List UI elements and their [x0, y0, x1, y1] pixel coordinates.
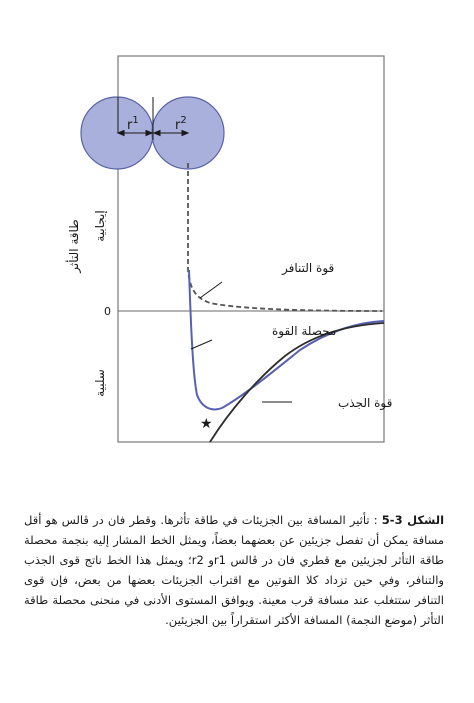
- minimum-star: ★: [200, 416, 213, 432]
- attraction-energy-curve: [210, 323, 384, 442]
- negative-region-label: سلبية: [93, 369, 107, 397]
- r1-label: $r^1$: [127, 115, 139, 133]
- attraction-label: قوة الجذب: [338, 396, 393, 410]
- net-label: محصلة القوة: [272, 324, 337, 338]
- net-leader: [191, 340, 212, 349]
- y-axis-title: طاقة التأثر: [67, 219, 81, 273]
- zero-label: 0: [104, 305, 111, 318]
- repulsion-leader: [200, 282, 222, 298]
- repulsion-energy-curve: [188, 163, 382, 311]
- caption-text: : تأثير المسافة بين الجزيئات في طاقة تأثرها. وقطر فان در ڤالس هو أقل مسافة يمكن أن تفصل جزيئين عن بعضهما بعضاً، ويمثل الخط المشار إليه بنجمة محصلة طاقة التأثر لجزيئين مع قطري فان در ڤالس r1و r2؛ ويمثل هذا الخط ناتج قوى الجذب والتنافر، وفي حين تزداد كلا القوتين مع اقتراب الجزيئات بعضها من بعض، فإن قوى التنافر ستتغلب عند مسافة قرب معينة. ويوافق المستوى الأدنى في منحنى محصلة طاقة التأثر (موضع النجمة) المسافة الأكثر استقراراً بين الجزيئين.: [24, 513, 444, 627]
- positive-region-label: إيجابية: [93, 210, 107, 242]
- figure-number: الشكل 3-5: [381, 513, 445, 527]
- r2-label: $r^2$: [175, 115, 187, 133]
- repulsion-label: قوة التنافر: [282, 261, 335, 275]
- net-energy-curve: [189, 270, 384, 409]
- figure-caption: [24, 510, 444, 630]
